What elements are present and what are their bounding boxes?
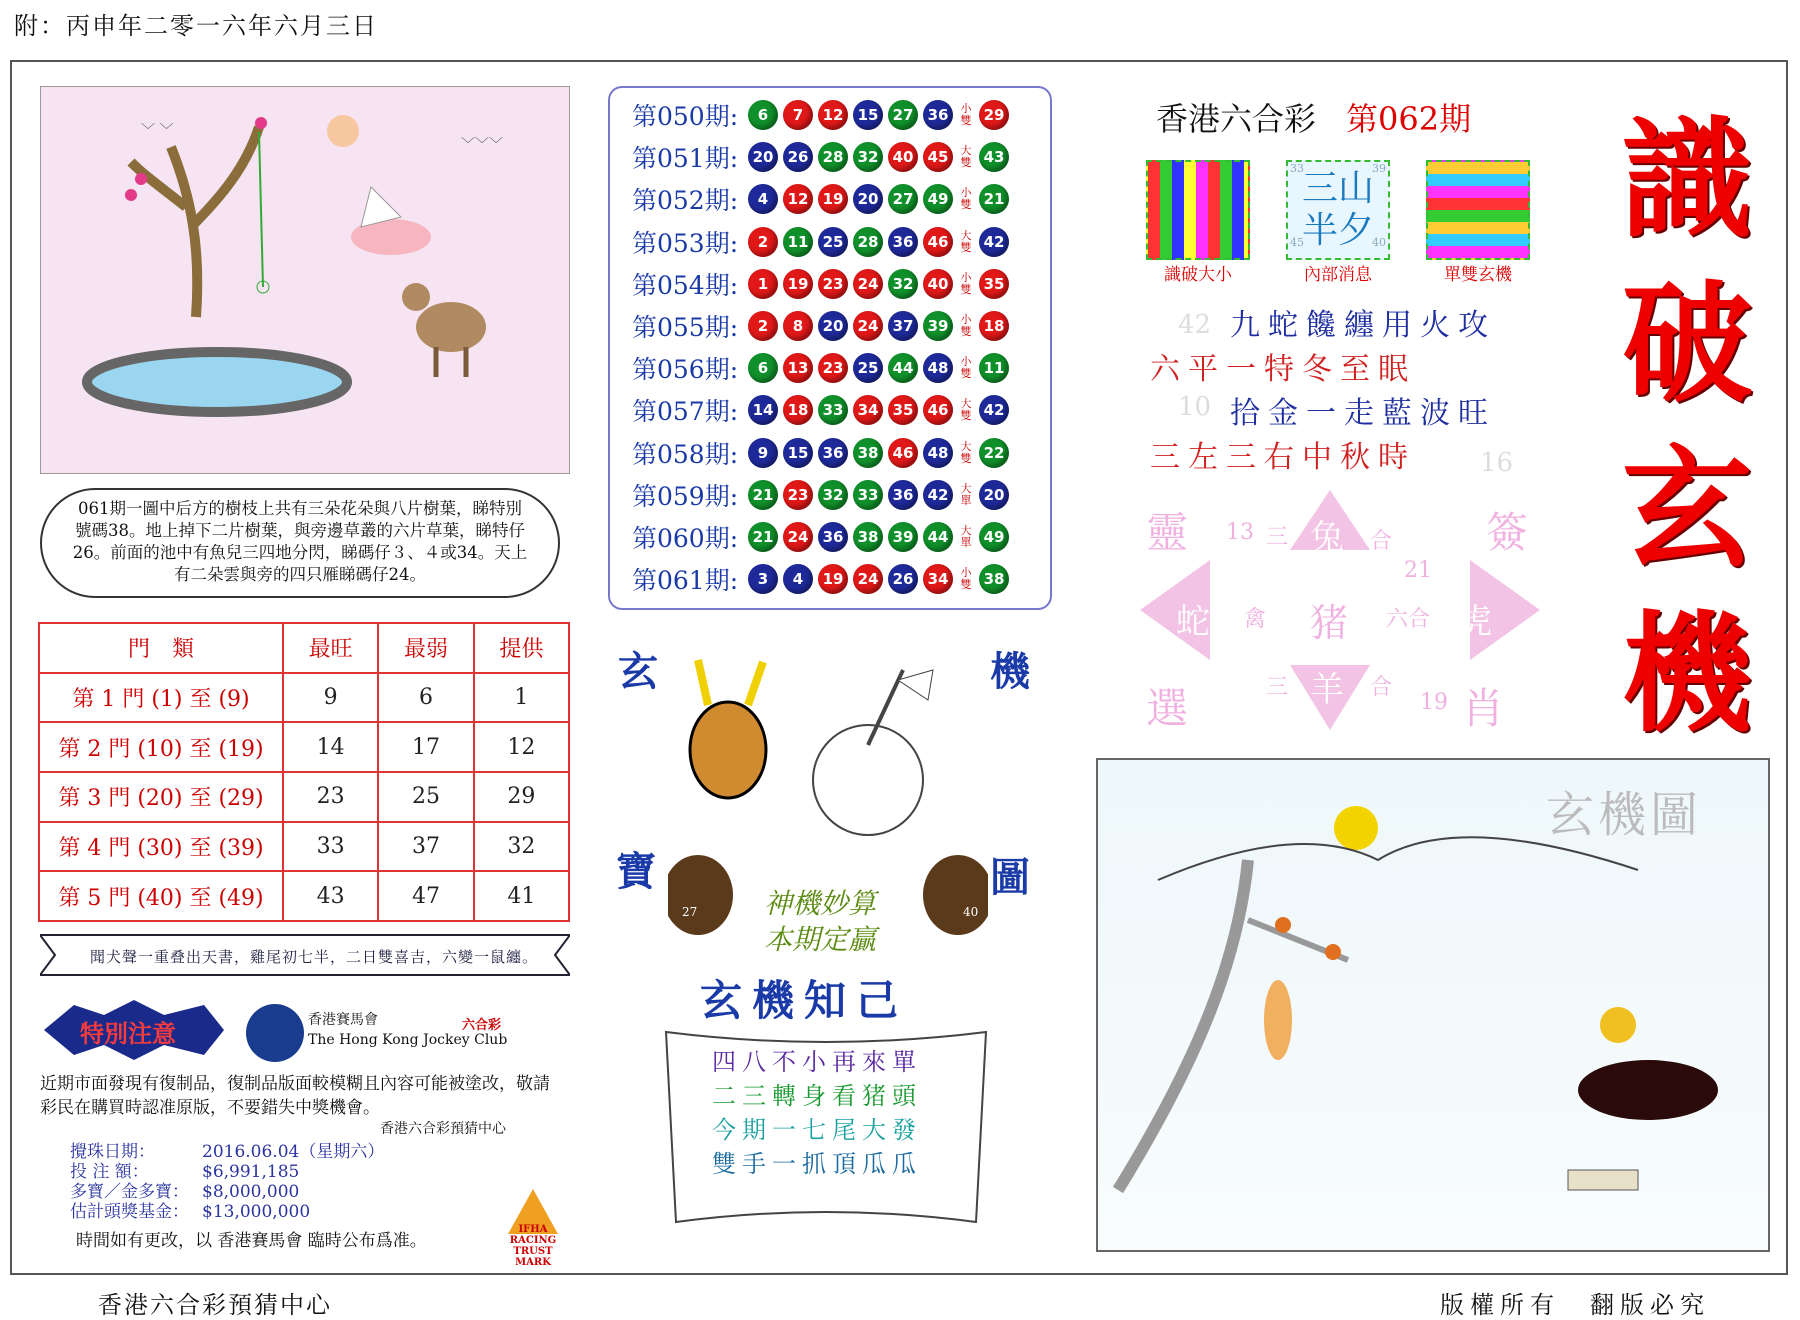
result-tag: 小雙 xyxy=(960,313,972,338)
period-label: 第055期: xyxy=(632,313,739,342)
door-max: 14 xyxy=(283,722,378,772)
number-ball: 23 xyxy=(818,269,848,299)
door-name: 第 5 門 (40) 至 (49) xyxy=(39,871,283,921)
diagram-tag: 合 xyxy=(1370,529,1393,554)
hkjc-logo xyxy=(246,1004,304,1062)
poem-line: 三左三右中秋時 xyxy=(1150,440,1416,475)
door-min: 25 xyxy=(378,772,473,822)
scroll-title: 玄機知己 xyxy=(700,976,909,1025)
number-ball: 2 xyxy=(748,311,778,341)
cartoon-word-left: 玄 xyxy=(618,648,658,695)
special-ball: 43 xyxy=(979,142,1009,172)
diagram-word: 肖 xyxy=(1462,684,1505,733)
number-ball: 44 xyxy=(923,522,953,552)
number-ball: 46 xyxy=(888,438,918,468)
counterfeit-notice: 近期市面發現有復制品，復制品版面較模糊且內容可能被塗改，敬請彩民在購買時認准原版，不要錯失中獎機會。 xyxy=(40,1074,550,1118)
number-ball: 13 xyxy=(783,353,813,383)
number-ball: 36 xyxy=(923,100,953,130)
number-ball: 23 xyxy=(818,353,848,383)
number-ball: 18 xyxy=(783,395,813,425)
special-notice-label: 特別注意 xyxy=(80,1019,176,1048)
marksix-logo: 六合彩 xyxy=(462,1018,502,1033)
header-date: 附：丙申年二零一六年六月三日 xyxy=(14,12,378,40)
riddle-illustration-061 xyxy=(40,86,570,474)
hkjc-name-en: The Hong Kong Jockey Club xyxy=(308,1032,508,1048)
period-label: 第056期: xyxy=(632,355,739,385)
door-min: 37 xyxy=(378,822,473,872)
door-min: 17 xyxy=(378,722,473,772)
diagram-tag: 三 xyxy=(1266,675,1289,700)
number-ball: 8 xyxy=(783,311,813,341)
result-row xyxy=(632,221,1014,263)
number-ball: 38 xyxy=(853,438,883,468)
diagram-word: 選 xyxy=(1146,684,1189,733)
svg-text:﹀﹀﹀: ﹀﹀﹀ xyxy=(461,137,503,153)
period-label: 第058期: xyxy=(632,439,739,469)
number-ball: 44 xyxy=(888,353,918,383)
table-header: 門 類 xyxy=(39,623,283,673)
number-ball: 12 xyxy=(818,100,848,130)
special-ball: 29 xyxy=(979,100,1009,130)
period-label: 第053期: xyxy=(632,228,739,258)
diagram-top: 兔 xyxy=(1310,518,1344,558)
diagram-left: 蛇 xyxy=(1176,602,1210,642)
number-ball: 36 xyxy=(818,438,848,468)
table-row xyxy=(39,772,569,822)
diagram-bottom: 羊 xyxy=(1310,670,1344,710)
cartoon-word-right: 機 xyxy=(990,648,1030,695)
number-ball: 39 xyxy=(923,311,953,341)
number-ball: 20 xyxy=(853,184,883,214)
period-label: 第060期: xyxy=(632,524,739,553)
period-label: 第057期: xyxy=(632,397,739,427)
result-tag: 大雙 xyxy=(960,228,972,254)
special-ball: 49 xyxy=(979,522,1009,552)
result-row xyxy=(632,305,1014,347)
diagram-word: 簽 xyxy=(1486,508,1529,557)
draw-info-row xyxy=(70,1162,384,1182)
number-ball: 34 xyxy=(853,395,883,425)
number-ball: 26 xyxy=(783,142,813,172)
number-ball: 27 xyxy=(888,184,918,214)
number-ball: 21 xyxy=(748,522,778,552)
number-ball: 35 xyxy=(888,395,918,425)
number-ball: 4 xyxy=(748,184,778,214)
special-ball: 21 xyxy=(979,184,1009,214)
number-ball: 49 xyxy=(923,184,953,214)
number-ball: 12 xyxy=(783,184,813,214)
period-label: 第061期: xyxy=(632,566,739,596)
result-tag: 大雙 xyxy=(960,439,972,465)
number-ball: 37 xyxy=(888,311,918,341)
diagram-tag: 合 xyxy=(1370,675,1393,700)
scroll-line: 今期一七尾大發 xyxy=(712,1116,922,1144)
lottery-name: 香港六合彩 xyxy=(1156,100,1317,138)
banner-text: 聞犬聲一重叠出天書，雞尾初七半，二日雙喜吉，六變一鼠纏。 xyxy=(90,948,539,966)
result-row xyxy=(632,474,1014,516)
number-ball: 36 xyxy=(888,227,918,257)
number-ball: 33 xyxy=(853,480,883,510)
result-row xyxy=(632,94,1014,136)
issue-title xyxy=(1156,94,1471,140)
draw-value: $13,000,000 xyxy=(202,1202,311,1222)
door-max: 43 xyxy=(283,871,378,921)
door-max: 23 xyxy=(283,772,378,822)
special-ball: 42 xyxy=(979,395,1009,425)
door-name: 第 1 門 (1) 至 (9) xyxy=(39,673,283,723)
draw-info-row xyxy=(70,1182,384,1202)
number-ball: 11 xyxy=(783,227,813,257)
draw-info xyxy=(70,1142,384,1222)
number-ball: 24 xyxy=(853,269,883,299)
monkey-number-right: 40 xyxy=(963,905,979,919)
number-ball: 26 xyxy=(888,564,918,594)
result-row xyxy=(632,263,1014,305)
number-ball: 20 xyxy=(818,311,848,341)
number-ball: 3 xyxy=(748,564,778,594)
svg-text:﹀ ﹀: ﹀ ﹀ xyxy=(141,123,174,139)
number-ball: 39 xyxy=(888,522,918,552)
mosaic-box-oddeven xyxy=(1426,160,1530,260)
door-min: 47 xyxy=(378,871,473,921)
number-ball: 9 xyxy=(748,438,778,468)
result-row xyxy=(632,516,1014,558)
big-title-char: 機 xyxy=(1621,597,1752,750)
table-row xyxy=(39,722,569,772)
diagram-center: 猪 xyxy=(1310,601,1349,645)
number-ball: 15 xyxy=(853,100,883,130)
ifha-text: IFHA RACING TRUST MARK xyxy=(509,1224,557,1268)
draw-label: 投 注 額： xyxy=(70,1162,149,1182)
draw-label: 攪珠日期： xyxy=(70,1142,155,1162)
number-ball: 40 xyxy=(923,269,953,299)
door-name: 第 2 門 (10) 至 (19) xyxy=(39,722,283,772)
number-ball: 19 xyxy=(783,269,813,299)
door-give: 29 xyxy=(474,772,569,822)
number-ball: 25 xyxy=(853,353,883,383)
draw-info-row xyxy=(70,1202,384,1222)
cartoon-slogan: 神機妙算 本期定贏 xyxy=(764,887,905,956)
number-ball: 2 xyxy=(748,227,778,257)
door-max: 33 xyxy=(283,822,378,872)
result-tag: 大單 xyxy=(960,481,972,507)
riddle-note: 061期一圖中后方的樹枝上共有三朵花朵與八片樹葉，睇特別號碼38。地上掉下二片樹葉，與旁邊草叢的六片草葉，睇特仔26。前面的池中有魚兒三四地分閃，睇碼仔３、４或34。天上有二朵雲與旁的四只雁睇碼仔24。 xyxy=(40,488,560,598)
special-ball: 22 xyxy=(979,438,1009,468)
diagram-word: 靈 xyxy=(1146,508,1189,557)
number-ball: 28 xyxy=(818,142,848,172)
table-header: 最旺 xyxy=(283,623,378,673)
number-ball: 48 xyxy=(923,438,953,468)
result-tag: 大雙 xyxy=(960,144,972,170)
period-label: 第051期: xyxy=(632,144,739,174)
inside-news-num: 39 xyxy=(1372,162,1386,175)
number-ball: 24 xyxy=(783,522,813,552)
scene-title: 玄機圖 xyxy=(1546,787,1703,843)
number-ball: 24 xyxy=(853,311,883,341)
result-tag: 小雙 xyxy=(960,270,972,296)
cartoon-word-left2: 寶 xyxy=(616,848,656,895)
number-ball: 45 xyxy=(923,142,953,172)
number-ball: 4 xyxy=(783,564,813,594)
scroll-line: 四八不小再來單 xyxy=(712,1048,922,1076)
result-row xyxy=(632,558,1014,600)
period-label: 第059期: xyxy=(632,481,739,511)
inside-news-num: 45 xyxy=(1290,236,1304,249)
result-row xyxy=(632,178,1014,220)
special-ball: 35 xyxy=(979,269,1009,299)
number-ball: 46 xyxy=(923,395,953,425)
inside-news-num: 33 xyxy=(1290,162,1304,175)
result-tag: 小雙 xyxy=(960,355,972,381)
period-label: 第050期: xyxy=(632,102,739,131)
result-tag: 大雙 xyxy=(960,397,972,423)
hkjc-name-cn: 香港賽馬會 xyxy=(308,1012,378,1028)
mosaic-box-size xyxy=(1146,160,1250,260)
door-give: 1 xyxy=(474,673,569,723)
number-ball: 20 xyxy=(748,142,778,172)
diagram-number: 21 xyxy=(1404,558,1432,583)
door-name: 第 3 門 (20) 至 (29) xyxy=(39,772,283,822)
table-header-row xyxy=(39,623,569,673)
square-label: 單雙玄機 xyxy=(1444,265,1512,285)
number-ball: 1 xyxy=(748,269,778,299)
door-give: 12 xyxy=(474,722,569,772)
number-ball: 7 xyxy=(783,100,813,130)
result-row xyxy=(632,432,1014,474)
diagram-tag: 三 xyxy=(1266,525,1289,550)
diagram-right: 虎 xyxy=(1458,602,1492,642)
number-ball: 14 xyxy=(748,395,778,425)
poem-line: 拾金一走藍波旺 xyxy=(1230,396,1496,431)
number-ball: 6 xyxy=(748,100,778,130)
poem-number: 10 xyxy=(1178,392,1212,422)
door-give: 41 xyxy=(474,871,569,921)
table-row xyxy=(39,822,569,872)
cartoon-word-right2: 圖 xyxy=(990,854,1030,901)
draw-value: $6,991,185 xyxy=(202,1162,300,1182)
special-ball: 20 xyxy=(979,480,1009,510)
poem-line: 九蛇饞纏用火攻 xyxy=(1230,308,1496,343)
table-row xyxy=(39,673,569,723)
result-row xyxy=(632,347,1014,389)
door-stats-table xyxy=(38,622,570,922)
draw-value: $8,000,000 xyxy=(202,1182,300,1202)
prediction-center: 香港六合彩預猜中心 xyxy=(380,1121,506,1137)
number-ball: 48 xyxy=(923,353,953,383)
draw-label: 估計頭獎基金： xyxy=(70,1202,189,1222)
diagram-number: 19 xyxy=(1420,690,1448,715)
footer-right: 版權所有 翻版必究 xyxy=(1440,1291,1710,1319)
number-ball: 25 xyxy=(818,227,848,257)
number-ball: 38 xyxy=(853,522,883,552)
scroll-line: 雙手一抓頂瓜瓜 xyxy=(712,1150,922,1178)
inside-news-num: 40 xyxy=(1372,236,1386,249)
number-ball: 21 xyxy=(748,480,778,510)
number-ball: 32 xyxy=(853,142,883,172)
result-row xyxy=(632,136,1014,178)
number-ball: 19 xyxy=(818,564,848,594)
diagram-tag: 禽 xyxy=(1244,607,1267,632)
number-ball: 46 xyxy=(923,227,953,257)
result-tag: 大單 xyxy=(960,524,972,549)
table-header: 提供 xyxy=(474,623,569,673)
door-name: 第 4 門 (30) 至 (39) xyxy=(39,822,283,872)
special-ball: 18 xyxy=(979,311,1009,341)
draw-info-row xyxy=(70,1142,384,1162)
number-ball: 33 xyxy=(818,395,848,425)
square-label: 內部消息 xyxy=(1304,265,1372,285)
result-tag: 小雙 xyxy=(960,566,972,592)
number-ball: 23 xyxy=(783,480,813,510)
poem-number: 42 xyxy=(1178,310,1212,340)
table-header: 最弱 xyxy=(378,623,473,673)
number-ball: 34 xyxy=(923,564,953,594)
door-min: 6 xyxy=(378,673,473,723)
period-label: 第052期: xyxy=(632,186,739,216)
number-ball: 42 xyxy=(923,480,953,510)
number-ball: 36 xyxy=(888,480,918,510)
big-title-char: 玄 xyxy=(1621,432,1752,585)
number-ball: 32 xyxy=(888,269,918,299)
ifha-logo xyxy=(498,1184,568,1268)
number-ball: 40 xyxy=(888,142,918,172)
monkey-number-left: 27 xyxy=(682,905,698,919)
diagram-tag: 六合 xyxy=(1386,607,1431,632)
number-ball: 36 xyxy=(818,522,848,552)
footer-left: 香港六合彩預猜中心 xyxy=(98,1291,332,1319)
result-tag: 小雙 xyxy=(960,102,972,127)
special-ball: 38 xyxy=(979,564,1009,594)
issue-number: 第062期 xyxy=(1346,100,1472,138)
inside-news-text1: 三山 xyxy=(1301,168,1374,209)
result-row xyxy=(632,389,1014,431)
scroll-line: 二三轉身看猪頭 xyxy=(712,1082,922,1110)
door-max: 9 xyxy=(283,673,378,723)
number-ball: 19 xyxy=(818,184,848,214)
big-title-char: 破 xyxy=(1621,267,1752,420)
inside-news-text2: 半夕 xyxy=(1301,210,1374,251)
special-ball: 11 xyxy=(979,353,1009,383)
poem-line: 六平一特冬至眠 xyxy=(1150,352,1416,387)
door-give: 32 xyxy=(474,822,569,872)
draw-label: 多寶／金多寶： xyxy=(70,1182,189,1202)
draw-value: 2016.06.04（星期六） xyxy=(202,1142,385,1162)
period-label: 第054期: xyxy=(632,270,739,300)
result-tag: 小雙 xyxy=(960,186,972,212)
number-ball: 24 xyxy=(853,564,883,594)
number-ball: 6 xyxy=(748,353,778,383)
number-ball: 27 xyxy=(888,100,918,130)
change-note: 時間如有更改，以 香港賽馬會 臨時公布爲准。 xyxy=(76,1231,427,1251)
diagram-number: 13 xyxy=(1226,520,1254,545)
big-title-char: 識 xyxy=(1621,103,1752,256)
square-label: 識破大小 xyxy=(1164,265,1232,285)
table-row xyxy=(39,871,569,921)
special-ball: 42 xyxy=(979,227,1009,257)
number-ball: 32 xyxy=(818,480,848,510)
number-ball: 15 xyxy=(783,438,813,468)
poem-number: 16 xyxy=(1480,448,1514,478)
number-ball: 28 xyxy=(853,227,883,257)
